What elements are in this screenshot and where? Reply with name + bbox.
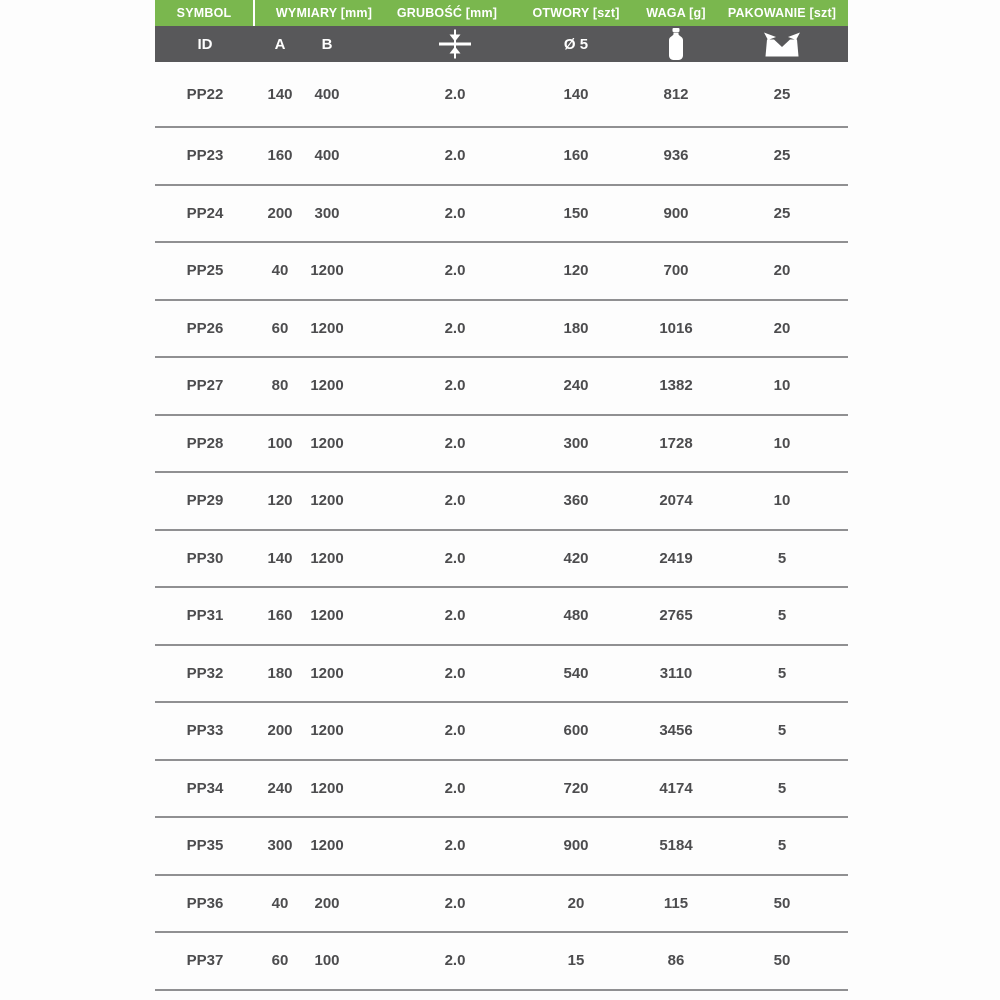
cell-grubosc: 2.0 xyxy=(444,319,466,337)
cell-grubosc: 2.0 xyxy=(444,894,466,912)
cell-pakowanie: 50 xyxy=(773,952,791,970)
table-row xyxy=(155,588,848,646)
cell-b: 1200 xyxy=(310,549,344,567)
cell-id: PP31 xyxy=(186,607,224,625)
cell-a: 200 xyxy=(267,204,293,222)
table-row xyxy=(155,703,848,761)
cell-id: PP28 xyxy=(186,434,224,452)
cell-b: 1200 xyxy=(310,837,344,855)
cell-otwory: 20 xyxy=(567,894,585,912)
cell-b: 1200 xyxy=(310,377,344,395)
cell-grubosc: 2.0 xyxy=(444,377,466,395)
table-row xyxy=(155,876,848,934)
cell-a: 80 xyxy=(271,377,289,395)
cell-b: 200 xyxy=(314,894,340,912)
table-row xyxy=(155,358,848,416)
cell-waga: 3456 xyxy=(659,722,693,740)
subheader-spacer xyxy=(819,26,848,62)
header-grubosc: GRUBOŚĆ [mm] xyxy=(396,6,498,20)
cell-b: 1200 xyxy=(310,262,344,280)
cell-spacer xyxy=(819,818,848,874)
cell-b: 1200 xyxy=(310,722,344,740)
cell-grubosc: 2.0 xyxy=(444,85,466,103)
cell-a: 160 xyxy=(267,607,293,625)
cell-grubosc: 2.0 xyxy=(444,434,466,452)
cell-waga: 700 xyxy=(663,262,689,280)
table-body xyxy=(155,62,848,991)
cell-spacer xyxy=(819,876,848,932)
table-row xyxy=(155,186,848,244)
cell-pakowanie: 25 xyxy=(773,85,791,103)
cell-spacer xyxy=(819,531,848,587)
cell-pakowanie: 50 xyxy=(773,894,791,912)
cell-waga: 5184 xyxy=(659,837,693,855)
cell-otwory: 140 xyxy=(563,85,589,103)
cell-grubosc: 2.0 xyxy=(444,204,466,222)
header-symbol: SYMBOL xyxy=(155,0,255,26)
table-row xyxy=(155,243,848,301)
cell-waga: 812 xyxy=(663,85,689,103)
cell-spacer xyxy=(819,62,848,126)
cell-spacer xyxy=(819,243,848,299)
cell-otwory: 420 xyxy=(563,549,589,567)
cell-id: PP30 xyxy=(186,549,224,567)
cell-a: 240 xyxy=(267,779,293,797)
cell-id: PP27 xyxy=(186,377,224,395)
cell-otwory: 540 xyxy=(563,664,589,682)
cell-otwory: 120 xyxy=(563,262,589,280)
cell-pakowanie: 5 xyxy=(777,722,787,740)
cell-otwory: 300 xyxy=(563,434,589,452)
cell-b: 300 xyxy=(314,204,340,222)
cell-b: 1200 xyxy=(310,319,344,337)
header-otwory: OTWORY [szt] xyxy=(532,6,620,20)
cell-otwory: 480 xyxy=(563,607,589,625)
cell-pakowanie: 5 xyxy=(777,549,787,567)
cell-grubosc: 2.0 xyxy=(444,607,466,625)
table-row xyxy=(155,761,848,819)
cell-grubosc: 2.0 xyxy=(444,492,466,510)
table-header-row xyxy=(155,0,848,26)
header-wymiary: WYMIARY [mm] xyxy=(275,6,373,20)
cell-waga: 1382 xyxy=(659,377,693,395)
subheader-id: ID xyxy=(197,35,213,53)
cell-pakowanie: 10 xyxy=(773,492,791,510)
cell-spacer xyxy=(819,473,848,529)
cell-pakowanie: 20 xyxy=(773,262,791,280)
table-row xyxy=(155,416,848,474)
cell-otwory: 360 xyxy=(563,492,589,510)
cell-b: 400 xyxy=(314,147,340,165)
cell-otwory: 150 xyxy=(563,204,589,222)
table-row xyxy=(155,818,848,876)
cell-a: 140 xyxy=(267,85,293,103)
table-row xyxy=(155,473,848,531)
cell-b: 1200 xyxy=(310,492,344,510)
table-row xyxy=(155,933,848,991)
cell-spacer xyxy=(819,588,848,644)
cell-waga: 2419 xyxy=(659,549,693,567)
cell-waga: 2074 xyxy=(659,492,693,510)
cell-spacer xyxy=(819,301,848,357)
cell-b: 1200 xyxy=(310,607,344,625)
table-row xyxy=(155,646,848,704)
subheader-otwory-diameter: Ø 5 xyxy=(563,35,589,53)
cell-b: 100 xyxy=(314,952,340,970)
cell-pakowanie: 5 xyxy=(777,607,787,625)
cell-spacer xyxy=(819,128,848,184)
cell-pakowanie: 5 xyxy=(777,779,787,797)
cell-b: 1200 xyxy=(310,779,344,797)
cell-id: PP29 xyxy=(186,492,224,510)
open-box-icon xyxy=(745,26,819,62)
cell-spacer xyxy=(819,933,848,989)
cell-waga: 1016 xyxy=(659,319,693,337)
cell-waga: 900 xyxy=(663,204,689,222)
cell-grubosc: 2.0 xyxy=(444,779,466,797)
cell-id: PP26 xyxy=(186,319,224,337)
cell-grubosc: 2.0 xyxy=(444,837,466,855)
cell-pakowanie: 5 xyxy=(777,837,787,855)
header-pakowanie: PAKOWANIE [szt] xyxy=(727,6,837,20)
cell-a: 100 xyxy=(267,434,293,452)
cell-b: 1200 xyxy=(310,664,344,682)
cell-id: PP34 xyxy=(186,779,224,797)
cell-b: 400 xyxy=(314,85,340,103)
cell-waga: 1728 xyxy=(659,434,693,452)
cell-otwory: 600 xyxy=(563,722,589,740)
table-row xyxy=(155,128,848,186)
cell-grubosc: 2.0 xyxy=(444,549,466,567)
cell-grubosc: 2.0 xyxy=(444,722,466,740)
cell-waga: 3110 xyxy=(659,664,693,682)
weight-bottle-icon xyxy=(607,26,745,62)
cell-id: PP32 xyxy=(186,664,224,682)
thickness-compress-icon xyxy=(357,26,553,62)
cell-otwory: 180 xyxy=(563,319,589,337)
cell-pakowanie: 10 xyxy=(773,434,791,452)
header-spacer xyxy=(819,0,848,26)
cell-grubosc: 2.0 xyxy=(444,664,466,682)
cell-waga: 115 xyxy=(663,894,689,912)
cell-spacer xyxy=(819,416,848,472)
cell-a: 200 xyxy=(267,722,293,740)
cell-waga: 936 xyxy=(663,147,689,165)
cell-b: 1200 xyxy=(310,434,344,452)
table-row xyxy=(155,301,848,359)
cell-otwory: 15 xyxy=(567,952,585,970)
cell-spacer xyxy=(819,646,848,702)
cell-a: 40 xyxy=(271,894,289,912)
cell-a: 160 xyxy=(267,147,293,165)
cell-waga: 2765 xyxy=(659,607,693,625)
table-subheader-row xyxy=(155,26,848,62)
cell-spacer xyxy=(819,703,848,759)
cell-a: 300 xyxy=(267,837,293,855)
cell-id: PP22 xyxy=(186,85,224,103)
header-waga: WAGA [g] xyxy=(646,6,706,20)
cell-otwory: 160 xyxy=(563,147,589,165)
cell-a: 60 xyxy=(271,319,289,337)
cell-id: PP35 xyxy=(186,837,224,855)
cell-id: PP33 xyxy=(186,722,224,740)
cell-waga: 4174 xyxy=(659,779,693,797)
cell-otwory: 900 xyxy=(563,837,589,855)
cell-spacer xyxy=(819,186,848,242)
cell-a: 60 xyxy=(271,952,289,970)
cell-id: PP25 xyxy=(186,262,224,280)
cell-otwory: 720 xyxy=(563,779,589,797)
cell-otwory: 240 xyxy=(563,377,589,395)
cell-pakowanie: 25 xyxy=(773,147,791,165)
product-spec-table xyxy=(155,0,848,991)
subheader-a: A xyxy=(274,35,286,53)
subheader-b: B xyxy=(321,35,333,53)
cell-id: PP24 xyxy=(186,204,224,222)
cell-grubosc: 2.0 xyxy=(444,147,466,165)
cell-grubosc: 2.0 xyxy=(444,262,466,280)
cell-grubosc: 2.0 xyxy=(444,952,466,970)
cell-pakowanie: 5 xyxy=(777,664,787,682)
cell-a: 180 xyxy=(267,664,293,682)
cell-pakowanie: 10 xyxy=(773,377,791,395)
cell-id: PP23 xyxy=(186,147,224,165)
table-row xyxy=(155,531,848,589)
cell-pakowanie: 25 xyxy=(773,204,791,222)
cell-pakowanie: 20 xyxy=(773,319,791,337)
cell-a: 40 xyxy=(271,262,289,280)
cell-id: PP37 xyxy=(186,952,224,970)
cell-spacer xyxy=(819,358,848,414)
cell-id: PP36 xyxy=(186,894,224,912)
cell-a: 120 xyxy=(267,492,293,510)
cell-spacer xyxy=(819,761,848,817)
cell-a: 140 xyxy=(267,549,293,567)
table-row xyxy=(155,62,848,128)
cell-waga: 86 xyxy=(667,952,685,970)
